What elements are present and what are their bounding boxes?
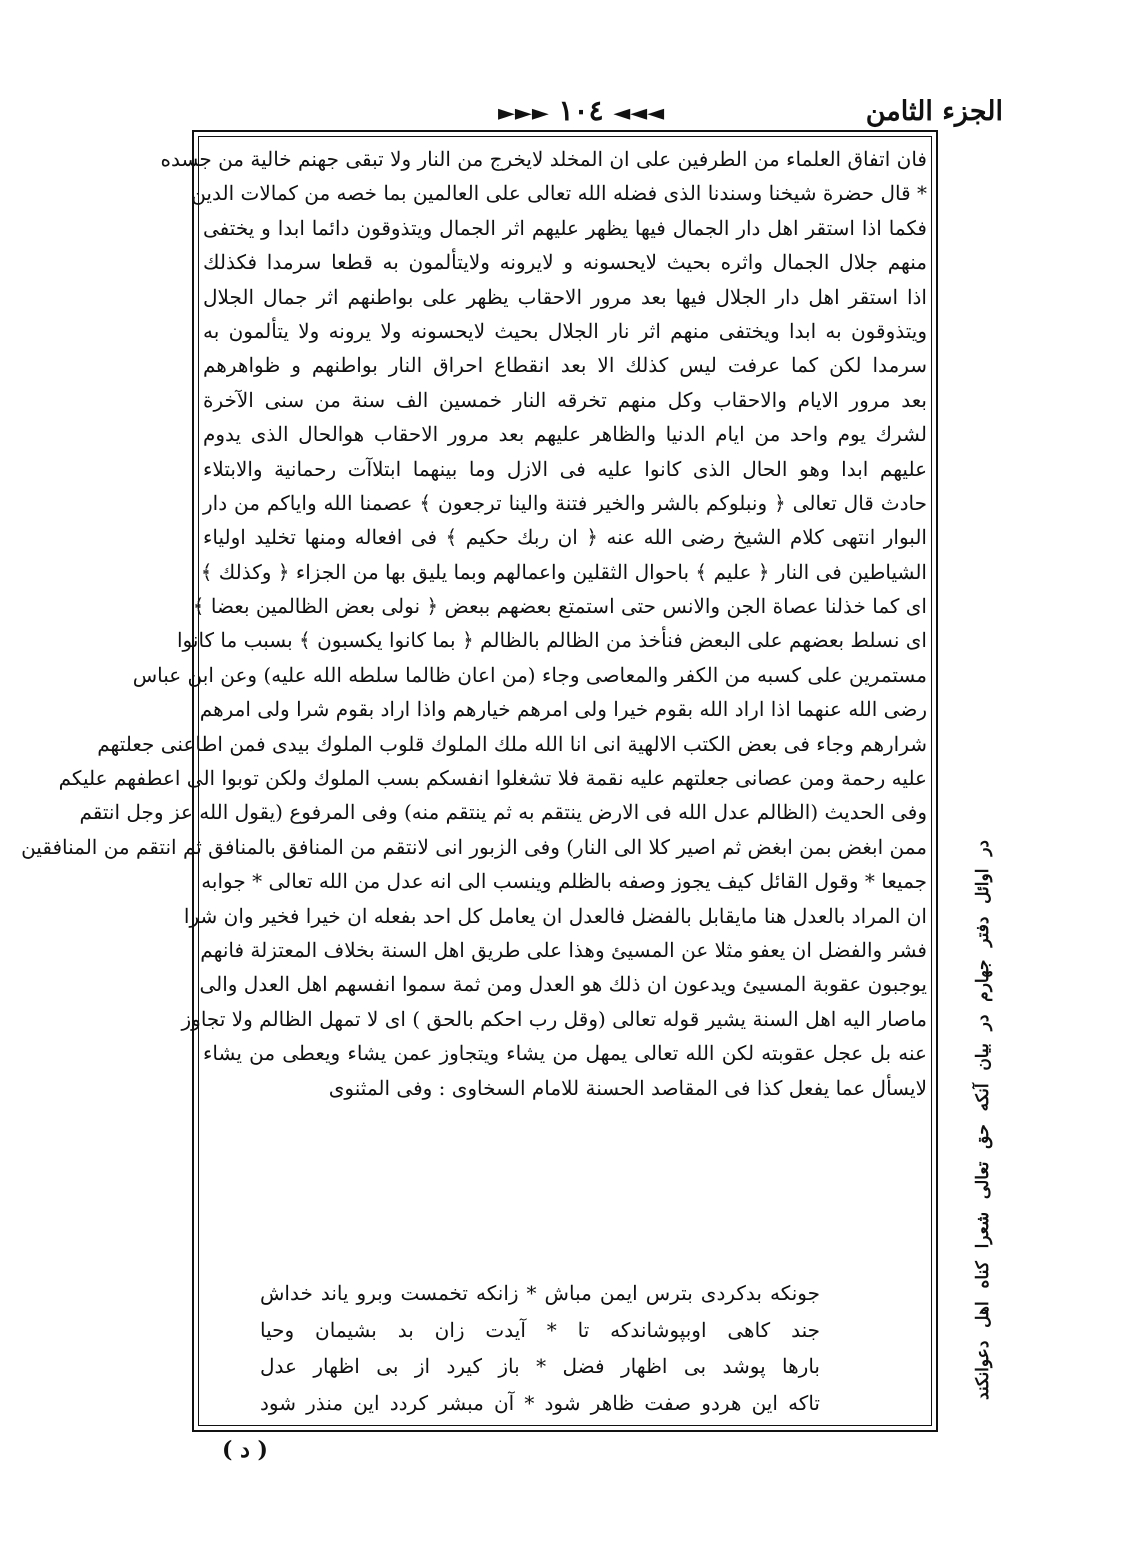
- body-line: البوار انتهى كلام الشيخ رضى الله عنه ﴿ ان ربك حكيم ﴾ فى افعاله ومنها تخليد اولياء: [203, 525, 927, 550]
- body-line: عليهم ابدا وهو الحال الذى كانوا عليه فى الازل وما بينهما ابتلاآت رحمانية والابتلاء: [203, 456, 928, 481]
- body-line: جميعا * وقول القائل كيف يجوز وصفه بالظلم وينسب الى انه عدل من الله تعالى * جوابه: [201, 869, 927, 894]
- body-line: يوجبون عقوبة المسيئ ويدعون ان ذلك هو العدل ومن ثمة سموا انفسهم اهل العدل والى: [199, 972, 927, 997]
- body-line: سرمدا لكن كما عرفت ليس كذلك الا بعد انقطاع احراق النار بواطنهم و ظواهرهم: [203, 353, 927, 378]
- body-line: منهم جلال الجمال واثره بحيث لايحسونه و لايرونه ولايتألمون به قطعا سرمدا فكذلك: [203, 250, 927, 275]
- body-line: اذا استقر اهل دار الجلال فيها بعد مرور الاحقاب يظهر على بواطنهم اثر جمال الجلال: [203, 284, 927, 309]
- body-line: لايسأل عما يفعل كذا فى المقاصد الحسنة للامام السخاوى : وفى المثنوى: [328, 1075, 927, 1100]
- right-ornament: ►►►: [498, 100, 549, 126]
- body-line: عليه رحمة ومن عصانى جعلتهم عليه نقمة فلا تشغلوا انفسكم بسب الملوك ولكن توبوا الى اعطفهم عليكم: [58, 766, 927, 791]
- body-line: فان اتفاق العلماء من الطرفين على ان المخلد لايخرج من النار ولا تبقى جهنم خالية من جسده: [160, 147, 927, 171]
- body-line: شرارهم وجاء فى بعض الكتب الالهية انى انا الله ملك الملوك قلوب الملوك بيدى فمن اطاعنى جعلتهم: [97, 731, 927, 756]
- body-line: ممن ابغض بمن ابغض ثم اصير كلا الى النار) وفى الزبور انى لانتقم من المنافق بالمنافق ثم انتقم من المنافقين: [21, 834, 927, 859]
- body-line: اى نسلط بعضهم على البعض فنأخذ من الظالم بالظالم ﴿ بما كانوا يكسبون ﴾ بسبب ما كانوا: [177, 628, 927, 653]
- body-line: حادث قال تعالى ﴿ ونبلوكم بالشر والخير فتنة والينا ترجعون ﴾ عصمنا الله واياكم من دار: [203, 490, 927, 515]
- body-line: ويتذوقون به ابدا ويختفى منهم اثر نار الجلال بحيث لايحسونه ولا يرونه ولا يتألمون به: [203, 318, 927, 343]
- body-line: اى كما خذلنا عصاة الجن والانس حتى استمتع بعضهم ببعض ﴿ نولى بعض الظالمين بعضا ﴾: [192, 594, 927, 619]
- signature-mark: ( د ): [222, 1437, 268, 1463]
- body-line: مستمرين على كسبه من الكفر والمعاصى وجاء (من اعان ظالما سلطه الله عليه) وعن ابن عباس: [132, 662, 927, 687]
- page-title: الجزء الثامن: [865, 96, 1003, 127]
- poem: [260, 1275, 820, 1421]
- body-line: لشرك يوم واحد من ايام الدنيا والظاهر عليهم بعد مرور الاحقاب هوالحال الذى يدوم: [203, 422, 927, 447]
- margin-note-text: در اوائل دفتر جهارم در بيان آنكه حق تعالى شعرا كناه اهل دعوانكند: [973, 840, 993, 1400]
- body-line: وفى الحديث (الظالم عدل الله فى الارض ينتقم به ثم ينتقم منه) وفى المرفوع (يقول الله عز وجل انتقم: [79, 800, 927, 825]
- poem-verse: جند كاهى اوبپوشاندكه تا * آيدت زان بد بشيمان وحيا: [260, 1317, 820, 1342]
- body-line: بعد مرور الايام والاحقاب وكل منهم تخرقه النار خمسين الف سنة من سنى الآخرة: [203, 387, 927, 412]
- left-ornament: ◄◄◄: [613, 100, 665, 126]
- margin-note: [968, 840, 998, 1400]
- poem-verse: بارها پوشد بى اظهار فضل * باز كيرد از بى اظهار عدل: [260, 1354, 820, 1378]
- body-line: رضى الله عنهما اذا اراد الله بقوم خيرا ولى امرهم خيارهم واذا اراد بقوم شرا ولى امرهم: [199, 697, 927, 722]
- body-line: فكما اذا استقر اهل دار الجمال فيها يظهر عليهم اثر الجمال ويتذوقون دائما ابدا و يختفى: [203, 215, 927, 240]
- page-number-value: ١٠٤: [558, 94, 604, 127]
- body-line: عنه بل عجل عقوبته لكن الله تعالى يمهل من يشاء ويتجاوز عمن يشاء ويعطى من يشاء: [203, 1041, 927, 1066]
- body-line: ماصار اليه اهل السنة يشير قوله تعالى (وقل رب احكم بالحق ) اى لا تمهل الظالم ولا تجاوز: [181, 1006, 927, 1031]
- body-line: ان المراد بالعدل هنا مايقابل بالفضل فالعدل ان يعامل كل احد بفعله ان خيرا فخير وان شرا: [183, 903, 927, 928]
- poem-verse: تاكه اين هردو صفت ظاهر شود * آن مبشر كردد اين منذر شود: [260, 1390, 820, 1415]
- body-line: * قال حضرة شيخنا وسندنا الذى فضله الله تعالى على العالمين بما خصه من كمالات الدين: [191, 181, 927, 206]
- body-line: الشياطين فى النار ﴿ عليم ﴾ باحوال الثقلين واعمالهم وبما يليق بها من الجزاء ﴿ وكذلك ﴾: [200, 559, 927, 584]
- poem-verse: جونكه بدكردى بترس ايمن مباش * زانكه تخمست وبرو ياند خداش: [260, 1281, 820, 1305]
- body-line: فشر والفضل ان يعفو مثلا عن المسيئ وهذا على طريق اهل السنة بخلاف المعتزلة فانهم: [200, 937, 927, 962]
- body-text: [21, 142, 928, 1105]
- page-number: [498, 94, 664, 127]
